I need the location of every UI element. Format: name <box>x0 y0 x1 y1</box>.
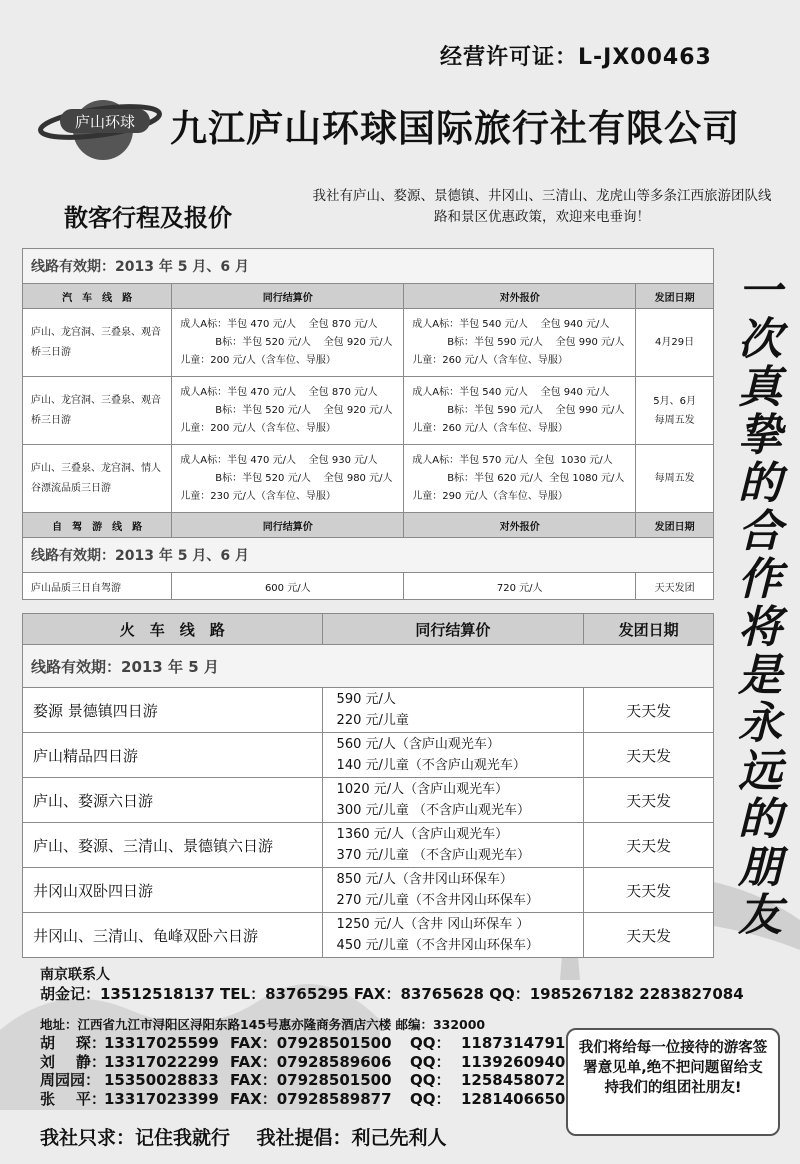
public-price: 720 元/人 <box>404 573 636 600</box>
route-name: 庐山、龙宫洞、三叠泉、观音桥三日游 <box>23 377 172 445</box>
departure-date: 天天发 <box>584 913 714 958</box>
header-public-price: 对外报价 <box>404 284 636 309</box>
peer-price: 成人A标：半包 470 元/人 全包 930 元/人 B标：半包 520 元/人 全包 980 元/人 儿童：230 元/人（含车位、导服） <box>172 445 404 513</box>
price-cell <box>322 823 584 868</box>
list-item <box>40 1034 565 1053</box>
departure-date: 天天发 <box>584 823 714 868</box>
contact-list <box>40 1034 565 1108</box>
company-logo <box>38 92 163 162</box>
contact-name: 胡 琛： <box>40 1034 106 1052</box>
contact-phone: 13317025599 <box>104 1034 219 1052</box>
header-departure: 发团日期 <box>636 513 714 538</box>
header-peer-price: 同行结算价 <box>172 513 404 538</box>
child-price: 370 元/儿童 （不含庐山观光车） <box>336 848 531 863</box>
validity-label: 线路有效期：2013 年 5 月、6 月 <box>23 249 714 284</box>
departure-date: 天天发团 <box>636 573 714 600</box>
adult-price: 1020 元/人（含庐山观光车） <box>336 782 509 797</box>
table-row <box>23 688 714 733</box>
contact-qq: QQ： 1139260940 <box>410 1052 566 1071</box>
page-subtitle: 散客行程及报价 <box>64 204 232 232</box>
price-cell <box>322 913 584 958</box>
list-item <box>40 1071 565 1090</box>
contact-fax: FAX：07928589606 <box>230 1052 392 1071</box>
route-name: 庐山、婺源六日游 <box>23 778 323 823</box>
child-price: 220 元/儿童 <box>336 713 409 728</box>
table-row <box>23 445 714 513</box>
price-cell <box>322 868 584 913</box>
adult-price: 1250 元/人（含井 冈山环保车 ） <box>336 917 530 932</box>
header-peer-price: 同行结算价 <box>322 614 584 645</box>
table-row <box>23 309 714 377</box>
table-row <box>23 913 714 958</box>
price-cell <box>322 733 584 778</box>
route-name: 井冈山、三清山、龟峰双卧六日游 <box>23 913 323 958</box>
route-name: 庐山、三叠泉、龙宫洞、情人谷漂流品质三日游 <box>23 445 172 513</box>
departure-date: 每周五发 <box>636 445 714 513</box>
route-name: 庐山、龙宫洞、三叠泉、观音桥三日游 <box>23 309 172 377</box>
contact-fax: FAX：07928501500 <box>230 1071 392 1089</box>
price-cell <box>322 778 584 823</box>
list-item <box>40 1090 565 1109</box>
child-price: 450 元/儿童（不含井冈山环保车） <box>336 938 539 953</box>
main-contact: 胡金记：13512518137 TEL：83765295 FAX：83765628 QQ：1985267182 2283827084 <box>40 985 744 1003</box>
contact-name: 周园园： <box>40 1071 101 1089</box>
company-motto: 我社只求：记住我就行 我社提倡：利己先利人 <box>40 1127 447 1149</box>
table-row <box>23 733 714 778</box>
contact-qq: QQ： 1281406650 <box>410 1089 566 1108</box>
list-item <box>40 1053 565 1072</box>
departure-date: 4月29日 <box>636 309 714 377</box>
contact-fax: FAX：07928501500 <box>230 1034 392 1052</box>
contact-qq: QQ： 1258458072 <box>410 1071 566 1089</box>
table-row <box>23 778 714 823</box>
contact-phone: 13317022299 <box>104 1052 219 1071</box>
contact-title: 南京联系人 <box>40 967 110 983</box>
train-routes-table <box>22 613 714 958</box>
globe-logo-icon <box>38 92 163 162</box>
adult-price: 1360 元/人（含庐山观光车） <box>336 827 509 842</box>
business-license: 经营许可证：L-JX00463 <box>440 45 712 70</box>
slogan-calligraphy: 一次真挚的合作将是永远的朋友 <box>738 266 782 941</box>
route-name: 庐山精品四日游 <box>23 733 323 778</box>
header-peer-price: 同行结算价 <box>172 284 404 309</box>
table-row <box>23 823 714 868</box>
route-name: 庐山、婺源、三清山、景德镇六日游 <box>23 823 323 868</box>
departure-date: 天天发 <box>584 868 714 913</box>
adult-price: 850 元/人（含井冈山环保车） <box>336 872 513 887</box>
service-notice: 我们将给每一位接待的游客签署意见单,绝不把问题留给支持我们的组团社朋友! <box>566 1028 780 1136</box>
table-row <box>23 377 714 445</box>
table-row <box>23 573 714 600</box>
contact-name: 张 平： <box>40 1089 106 1108</box>
header-public-price: 对外报价 <box>404 513 636 538</box>
departure-date: 5月、6月 每周五发 <box>636 377 714 445</box>
departure-date: 天天发 <box>584 733 714 778</box>
address: 地址：江西省九江市浔阳区浔阳东路145号惠亦隆商务酒店六楼 邮编：332000 <box>40 1017 486 1032</box>
public-price: 成人A标：半包 570 元/人 全包 1030 元/人 B标：半包 620 元/人 全包 1080 元/人 儿童：290 元/人（含车位、导服） <box>404 445 636 513</box>
company-name: 九江庐山环球国际旅行社有限公司 <box>170 107 740 150</box>
route-name: 庐山品质三日自驾游 <box>23 573 172 600</box>
peer-price: 成人A标：半包 470 元/人 全包 870 元/人 B标：半包 520 元/人 全包 920 元/人 儿童：200 元/人（含车位、导服） <box>172 309 404 377</box>
peer-price: 600 元/人 <box>172 573 404 600</box>
adult-price: 560 元/人（含庐山观光车） <box>336 737 500 752</box>
logo-text: 庐山环球 <box>74 113 136 131</box>
contact-qq: QQ： 1187314791 <box>410 1034 566 1052</box>
price-cell <box>322 688 584 733</box>
route-name: 婺源 景德镇四日游 <box>23 688 323 733</box>
table-row <box>23 868 714 913</box>
child-price: 270 元/儿童（不含井冈山环保车） <box>336 893 539 908</box>
header-self-drive-route: 自 驾 游 线 路 <box>23 513 172 538</box>
header-departure: 发团日期 <box>584 614 714 645</box>
child-price: 300 元/儿童 （不含庐山观光车） <box>336 803 531 818</box>
child-price: 140 元/儿童（不含庐山观光车） <box>336 758 526 773</box>
departure-date: 天天发 <box>584 778 714 823</box>
header-bus-route: 汽 车 线 路 <box>23 284 172 309</box>
public-price: 成人A标：半包 540 元/人 全包 940 元/人 B标：半包 590 元/人 全包 990 元/人 儿童：260 元/人（含车位、导服） <box>404 309 636 377</box>
departure-date: 天天发 <box>584 688 714 733</box>
route-name: 井冈山双卧四日游 <box>23 868 323 913</box>
validity-label: 线路有效期：2013 年 5 月 <box>23 645 714 688</box>
adult-price: 590 元/人 <box>336 692 396 707</box>
validity-label: 线路有效期：2013 年 5 月、6 月 <box>23 538 714 573</box>
contact-fax: FAX：07928589877 <box>230 1089 392 1108</box>
bus-routes-table <box>22 248 714 600</box>
public-price: 成人A标：半包 540 元/人 全包 940 元/人 B标：半包 590 元/人 全包 990 元/人 儿童：260 元/人（含车位、导服） <box>404 377 636 445</box>
contact-name: 刘 静： <box>40 1052 106 1071</box>
contact-phone: 13317023399 <box>104 1089 219 1108</box>
intro-text: 我社有庐山、婺源、景德镇、井冈山、三清山、龙虎山等多条江西旅游团队线路和景区优惠政策，欢迎来电垂询！ <box>312 188 772 225</box>
header-departure: 发团日期 <box>636 284 714 309</box>
header-train-route: 火 车 线 路 <box>23 614 323 645</box>
contact-phone: 15350028833 <box>104 1071 219 1089</box>
peer-price: 成人A标：半包 470 元/人 全包 870 元/人 B标：半包 520 元/人 全包 920 元/人 儿童：200 元/人（含车位、导服） <box>172 377 404 445</box>
